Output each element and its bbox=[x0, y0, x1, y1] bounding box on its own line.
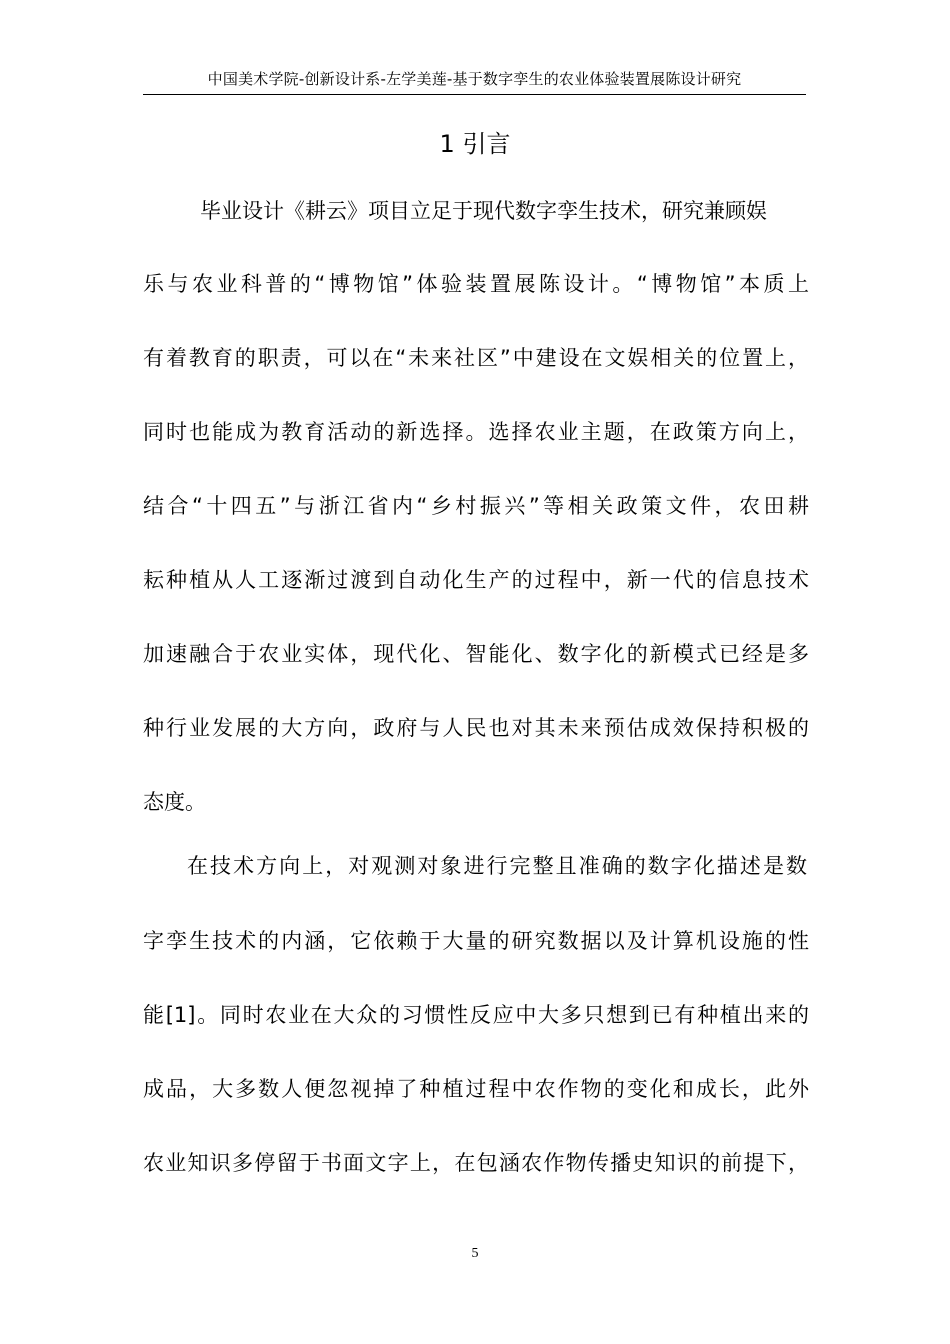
running-header: 中国美术学院-创新设计系-左学美莲-基于数字孪生的农业体验装置展陈设计研究 bbox=[207, 70, 742, 88]
paragraph-line: 结合“十四五”与浙江省内“乡村振兴”等相关政策文件，农田耕 bbox=[143, 494, 809, 518]
paragraph-line: 乐与农业科普的“博物馆”体验装置展陈设计。“博物馆”本质上 bbox=[143, 272, 809, 296]
paragraph-line: 字孪生技术的内涵，它依赖于大量的研究数据以及计算机设施的性 bbox=[143, 929, 809, 953]
paragraph-line: 毕业设计《耕云》项目立足于现代数字孪生技术，研究兼顾娱 bbox=[200, 199, 767, 223]
paragraph-line: 态度。 bbox=[143, 790, 206, 814]
paragraph-line: 成品，大多数人便忽视掉了种植过程中农作物的变化和成长，此外 bbox=[143, 1077, 809, 1101]
paragraph-line: 同时也能成为教育活动的新选择。选择农业主题，在政策方向上， bbox=[143, 420, 809, 444]
paragraph-line: 农业知识多停留于书面文字上，在包涵农作物传播史知识的前提下， bbox=[143, 1151, 809, 1175]
paragraph-line: 在技术方向上，对观测对象进行完整且准确的数字化描述是数 bbox=[187, 854, 807, 878]
paragraph-line: 有着教育的职责，可以在“未来社区”中建设在文娱相关的位置上， bbox=[143, 346, 809, 370]
section-title: 1 引言 bbox=[439, 130, 511, 158]
paragraph-line: 种行业发展的大方向，政府与人民也对其未来预估成效保持积极的 bbox=[143, 716, 809, 740]
paragraph-line: 耘种植从人工逐渐过渡到自动化生产的过程中，新一代的信息技术 bbox=[143, 568, 809, 592]
paragraph-line: 能[1]。同时农业在大众的习惯性反应中大多只想到已有种植出来的 bbox=[143, 1003, 809, 1027]
page-number: 5 bbox=[471, 1246, 479, 1261]
paragraph-line: 加速融合于农业实体，现代化、智能化、数字化的新模式已经是多 bbox=[143, 642, 809, 666]
header-rule bbox=[143, 94, 806, 95]
